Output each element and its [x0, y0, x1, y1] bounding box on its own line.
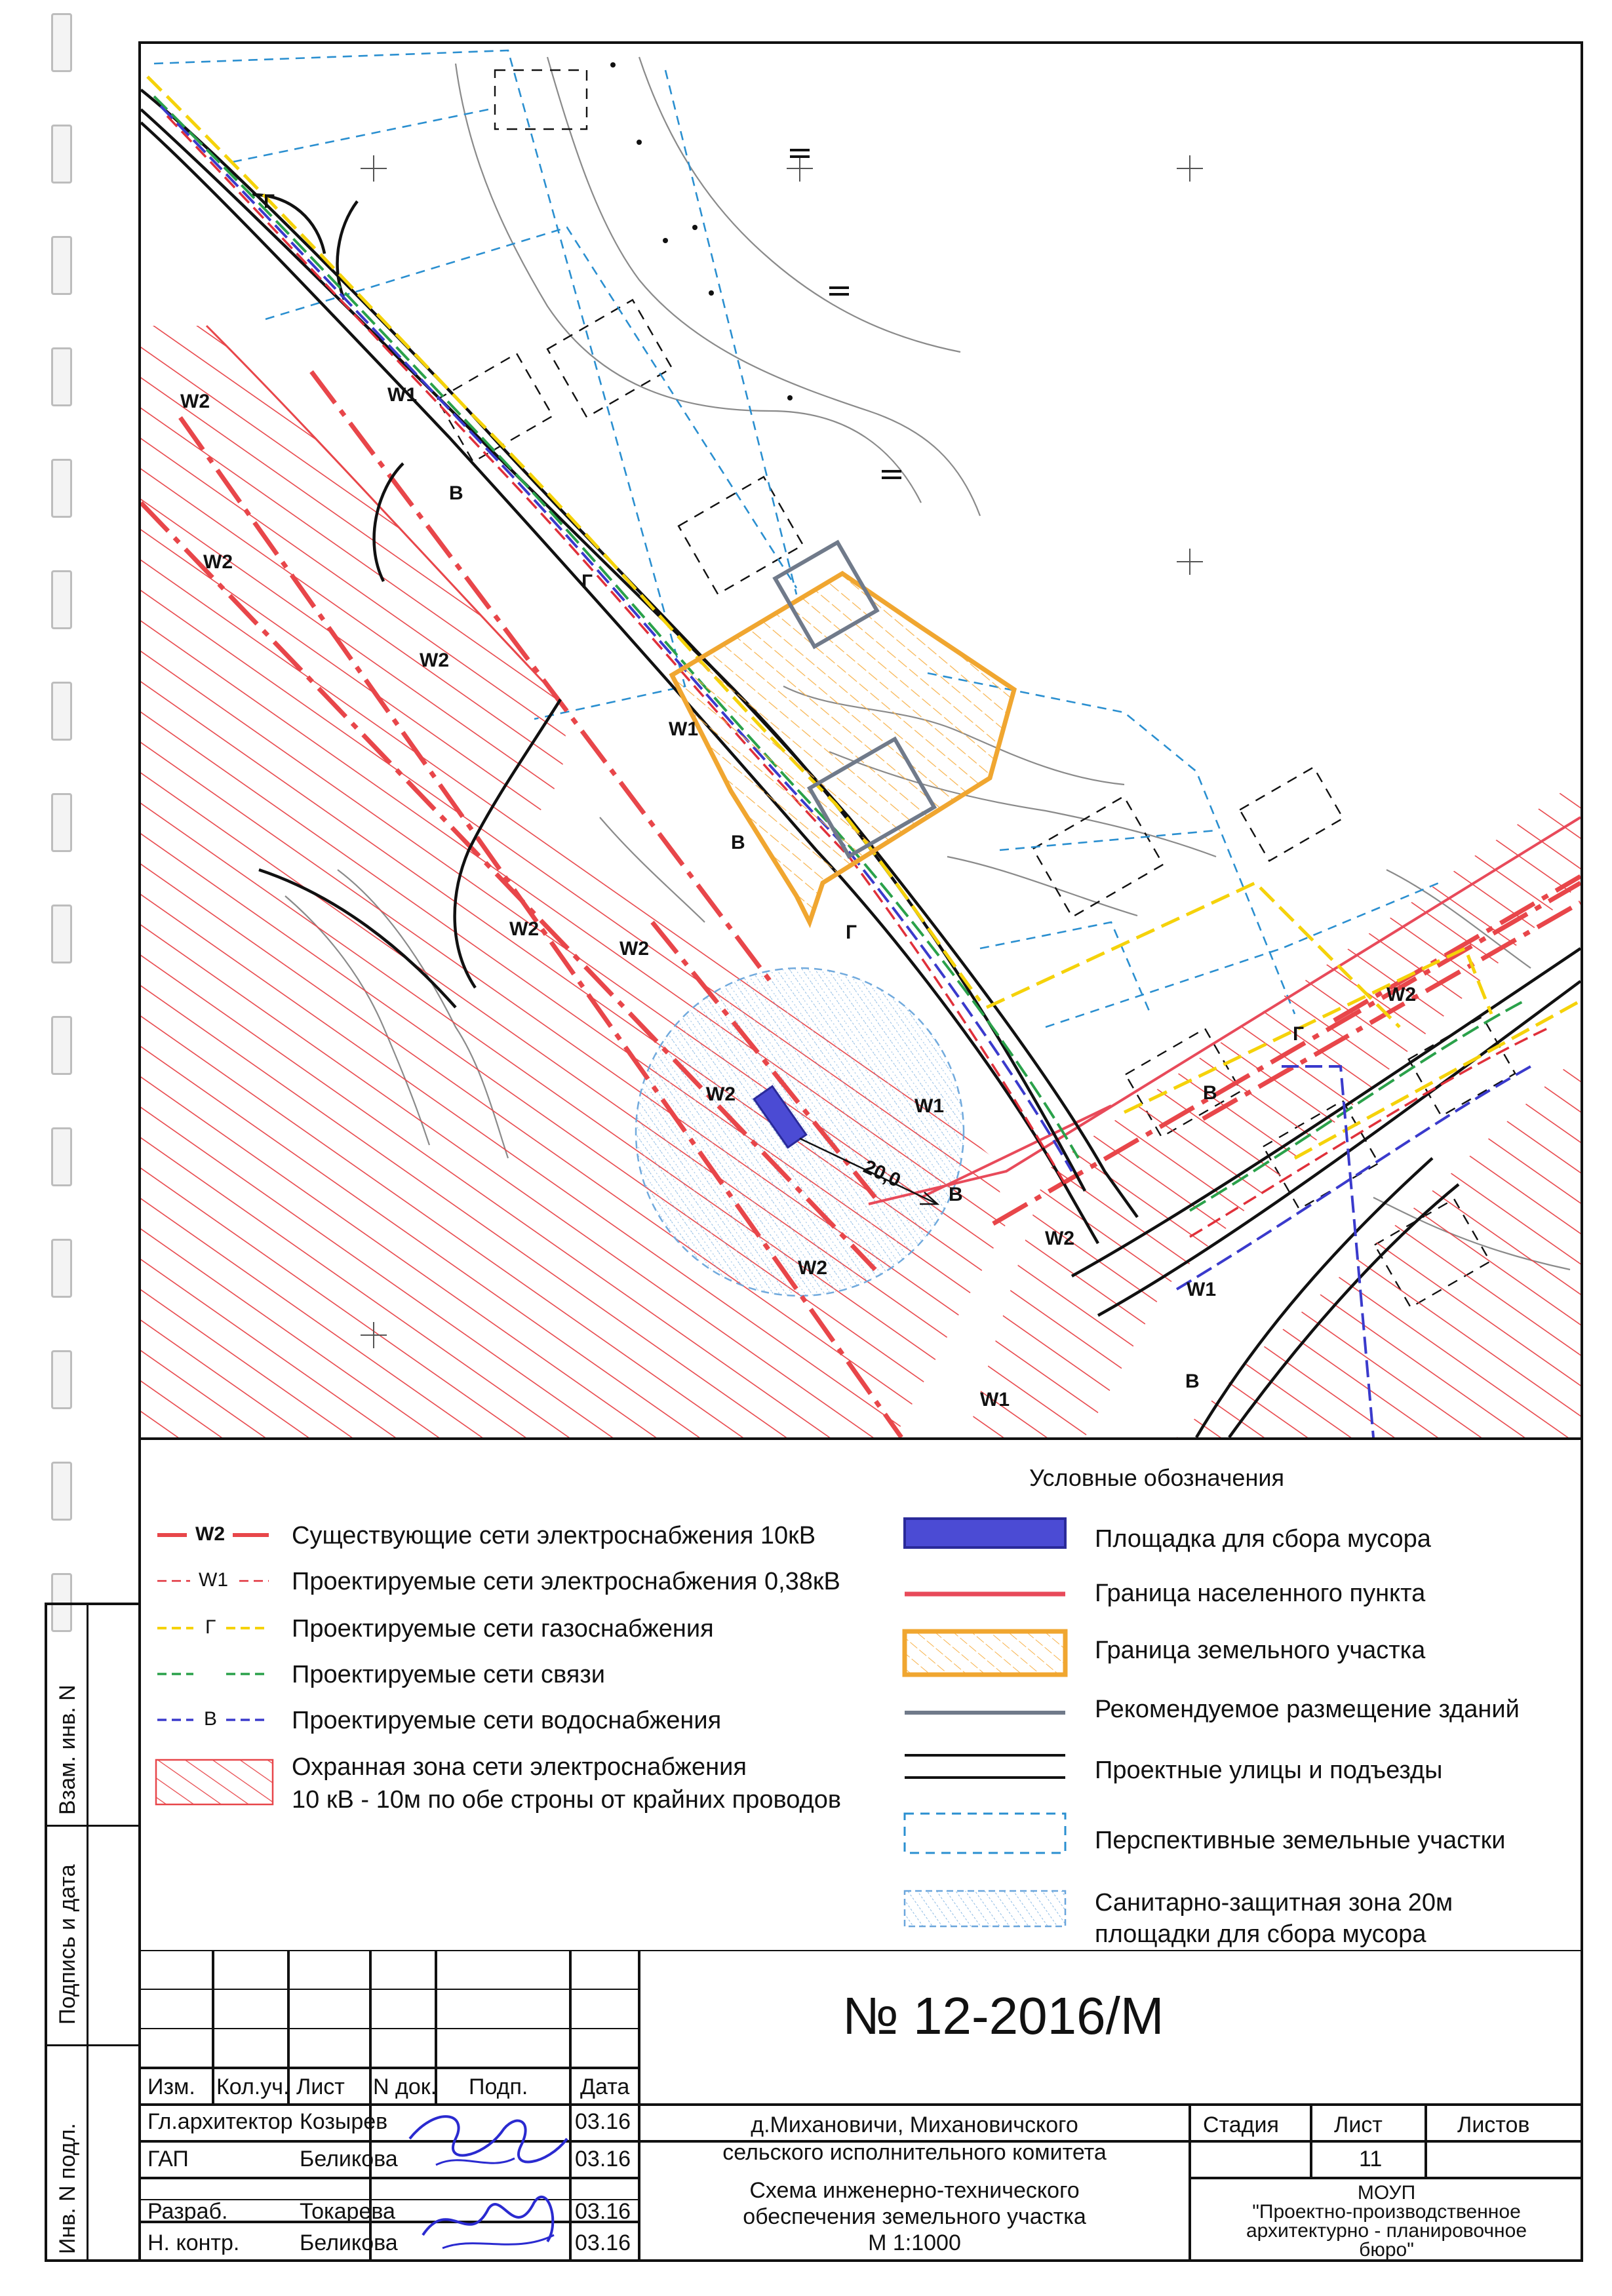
legend-sanitary-line1: Санитарно-защитная зона 20м — [1095, 1889, 1453, 1917]
label-w1: W1 — [914, 1095, 944, 1117]
sheet-value: 11 — [1359, 2147, 1383, 2171]
name-gap: Беликова — [300, 2147, 398, 2171]
binding-hole — [51, 13, 72, 72]
legend-projected-gas: Проектируемые сети газоснабжения — [292, 1615, 714, 1643]
legend-building-placement: Рекомендуемое размещение зданий — [1095, 1696, 1520, 1723]
signature — [416, 2183, 567, 2261]
label-v: В — [1203, 1082, 1217, 1104]
header-kol: Кол.уч. — [216, 2074, 290, 2099]
legend-code-w1: W1 — [199, 1569, 228, 1591]
engineering-map — [141, 44, 1581, 1437]
label-w2: W2 — [1045, 1228, 1074, 1249]
dimension-label: 20,0 — [860, 1156, 904, 1192]
org-line2: "Проектно-производственное — [1252, 2201, 1521, 2223]
legend-plot-border: Граница земельного участка — [1095, 1637, 1426, 1664]
label-w2: W2 — [706, 1083, 736, 1105]
stage-label: Стадия — [1203, 2112, 1279, 2137]
date-norm-control: 03.16 — [575, 2230, 631, 2255]
header-izm: Изм. — [147, 2074, 195, 2099]
legend-protection-zone-line2: 10 кВ - 10м по обе строны от крайних проводов — [292, 1786, 842, 1814]
location-line1: д.Михановичи, Михановичского — [751, 2112, 1078, 2137]
label-w2: W2 — [420, 650, 449, 671]
label-g: Г — [846, 922, 857, 943]
binding-hole — [51, 1350, 72, 1409]
label-w1: W1 — [669, 718, 698, 740]
label-g: Г — [1293, 1023, 1305, 1045]
date-gap: 03.16 — [575, 2147, 631, 2171]
inv-no-label: Инв. N подл. — [55, 2123, 80, 2254]
label-w2: W2 — [203, 551, 233, 573]
legend-right-symbols — [901, 1512, 1072, 1984]
label-w1: W1 — [980, 1389, 1010, 1411]
header-list: Лист — [296, 2074, 345, 2099]
title-line1: Схема инженерно-технического — [749, 2178, 1080, 2203]
legend — [141, 1437, 1581, 1949]
legend-title: Условные обозначения — [1029, 1464, 1284, 1491]
label-v: В — [1185, 1371, 1200, 1392]
binding-hole — [51, 570, 72, 629]
sign-date-label: Подпись и дата — [55, 1864, 80, 2025]
binding-hole — [51, 1016, 72, 1075]
legend-code-g: Г — [205, 1616, 216, 1638]
name-chief-architect: Козырев — [300, 2109, 388, 2134]
legend-projected-power: Проектируемые сети электроснабжения 0,38кВ — [292, 1568, 840, 1595]
org-line1: МОУП — [1357, 2182, 1416, 2204]
binding-hole — [51, 125, 72, 184]
legend-protection-zone-symbol — [154, 1758, 275, 1807]
label-w2: W2 — [1386, 984, 1416, 1005]
tree-symbols — [610, 62, 901, 479]
binding-hole — [51, 905, 72, 963]
side-approval-strip — [45, 1603, 138, 2262]
role-norm-control: Н. контр. — [147, 2230, 240, 2255]
legend-projected-comm: Проектируемые сети связи — [292, 1661, 605, 1688]
replace-inv-label: Взам. инв. N — [55, 1684, 80, 1815]
label-g: Г — [581, 571, 593, 593]
role-chief-architect: Гл.архитектор — [147, 2109, 293, 2134]
date-developer: 03.16 — [575, 2199, 631, 2224]
legend-sanitary-line2: площадки для сбора мусора — [1095, 1920, 1426, 1948]
label-w1: W1 — [387, 384, 417, 406]
legend-protection-zone-line1: Охранная зона сети электроснабжения — [292, 1753, 747, 1781]
binding-hole — [51, 459, 72, 518]
signature — [397, 2093, 574, 2185]
header-data: Дата — [580, 2074, 630, 2099]
legend-code-w2: W2 — [195, 1523, 225, 1545]
legend-streets: Проектные улицы и подъезды — [1095, 1757, 1443, 1784]
org-line4: бюро" — [1359, 2239, 1414, 2261]
label-v: В — [731, 832, 745, 853]
org-line3: архитектурно - планировочное — [1246, 2220, 1527, 2242]
legend-projected-water: Проектируемые сети водоснабжения — [292, 1707, 722, 1734]
label-w2: W2 — [619, 938, 649, 960]
sheet-label: Лист — [1334, 2112, 1383, 2137]
label-v: В — [449, 482, 463, 504]
header-ndok: N док. — [373, 2074, 437, 2099]
title-line3: М 1:1000 — [868, 2230, 961, 2255]
label-w1: W1 — [1187, 1279, 1216, 1300]
name-norm-control: Беликова — [300, 2230, 398, 2255]
label-w2: W2 — [509, 918, 539, 940]
binding-hole — [51, 347, 72, 406]
label-w2: W2 — [180, 391, 210, 412]
role-developer: Разраб. — [147, 2199, 228, 2224]
binding-hole — [51, 236, 72, 295]
sheets-label: Листов — [1457, 2112, 1530, 2137]
label-v: В — [949, 1184, 963, 1205]
binding-hole — [51, 1239, 72, 1298]
binding-hole — [51, 1127, 72, 1186]
name-developer: Токарева — [300, 2199, 395, 2224]
title-block — [141, 1950, 1581, 2259]
role-gap: ГАП — [147, 2147, 189, 2171]
document-number: № 12-2016/М — [842, 1987, 1164, 2045]
binding-hole — [51, 1462, 72, 1521]
legend-existing-power: Существующие сети электроснабжения 10кВ — [292, 1522, 816, 1549]
legend-garbage-site: Площадка для сбора мусора — [1095, 1525, 1431, 1553]
binding-hole — [51, 793, 72, 852]
legend-settlement-border: Граница населенного пункта — [1095, 1580, 1426, 1607]
title-line2: обеспечения земельного участка — [743, 2204, 1086, 2229]
date-chief-architect: 03.16 — [575, 2109, 631, 2134]
legend-future-plots: Перспективные земельные участки — [1095, 1827, 1506, 1854]
land-plot — [672, 543, 1014, 922]
binding-hole — [51, 682, 72, 741]
label-g: Г — [264, 191, 275, 212]
header-podp: Подп. — [469, 2074, 528, 2099]
label-w2: W2 — [798, 1257, 827, 1279]
legend-code-v: В — [204, 1708, 218, 1730]
location-line2: сельского исполнительного комитета — [722, 2140, 1107, 2165]
